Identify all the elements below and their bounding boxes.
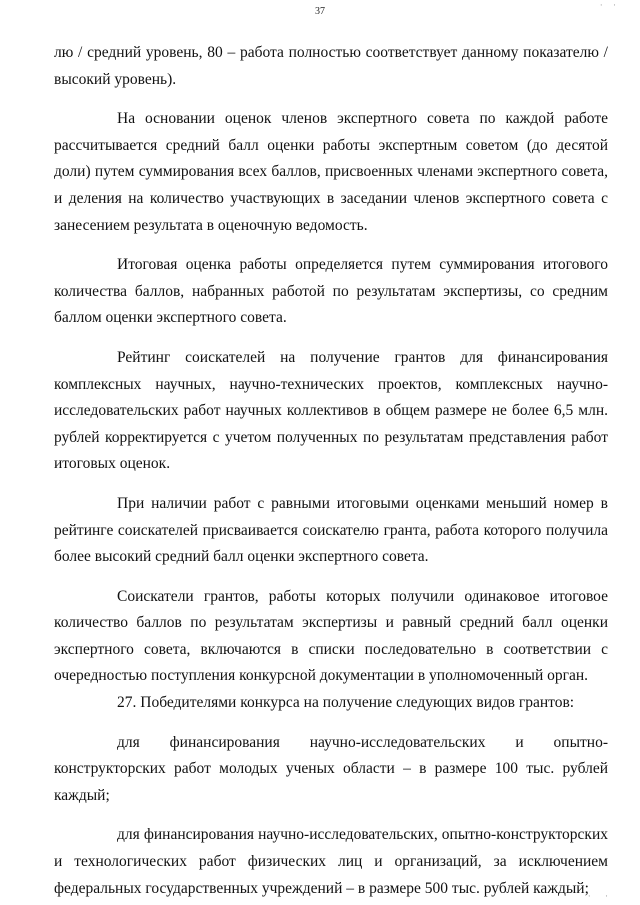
paragraph-equal-scores: При наличии работ с равными итоговыми оценками меньший номер в рейтинге соискателей присваивается соискателю гранта, работа которого получила более высокий средний балл оценки экспертного совета.: [54, 494, 608, 566]
paragraph-final-score: Итоговая оценка работы определяется путем суммирования итогового количества баллов, набранных работой по результатам экспертизы, со средним баллом оценки экспертного совета.: [54, 256, 608, 327]
paragraph-clause-27: 27. Победителями конкурса на получение следующих видов грантов:: [117, 694, 575, 712]
paragraph-grant-young-scientists: для финансирования научно-исследовательских и опытно-конструкторских работ молодых ученых области – в размере 100 тыс. рублей каждый;: [54, 733, 608, 804]
paragraph-grant-organizations: для финансирования научно-исследовательских, опытно-конструкторских и технологических работ физических лиц и организаций, за исключением федеральных государственных учреждений – в размере 500 тыс. рублей каждый;: [54, 826, 608, 897]
page-number: 37: [315, 6, 325, 17]
bottom-scan-mark: · ·: [587, 891, 614, 901]
paragraph-equal-applicants: Соискатели грантов, работы которых получили одинаковое итоговое количество баллов по результатам экспертизы и равный средний балл оценки экспертного совета, включаются в списки последовательно в соответствии с очередностью поступления конкурсной документации в уполномоченный орган.: [54, 587, 608, 685]
paragraph-rating: Рейтинг соискателей на получение грантов для финансирования комплексных научных, научно-технических проектов, комплексных научно-исследовательских работ научных коллективов в общем размере не более 6,5 млн. рублей корректируется с учетом полученных по результатам представления работ итоговых оценок.: [54, 348, 608, 473]
paragraph-continuation: лю / средний уровень, 80 – работа полностью соответствует данному показателю / высокий уровень).: [54, 44, 608, 88]
document-body: [54, 40, 608, 902]
corner-scan-mark: · ·: [599, 0, 620, 10]
paragraph-average-score: На основании оценок членов экспертного совета по каждой работе рассчитывается средний балл оценки работы экспертным советом (до десятой доли) путем суммирования всех баллов, присвоенных членами экспертного совета, и деления на количество участвующих в заседании членов экспертного совета с занесением результата в оценочную ведомость.: [54, 110, 608, 234]
